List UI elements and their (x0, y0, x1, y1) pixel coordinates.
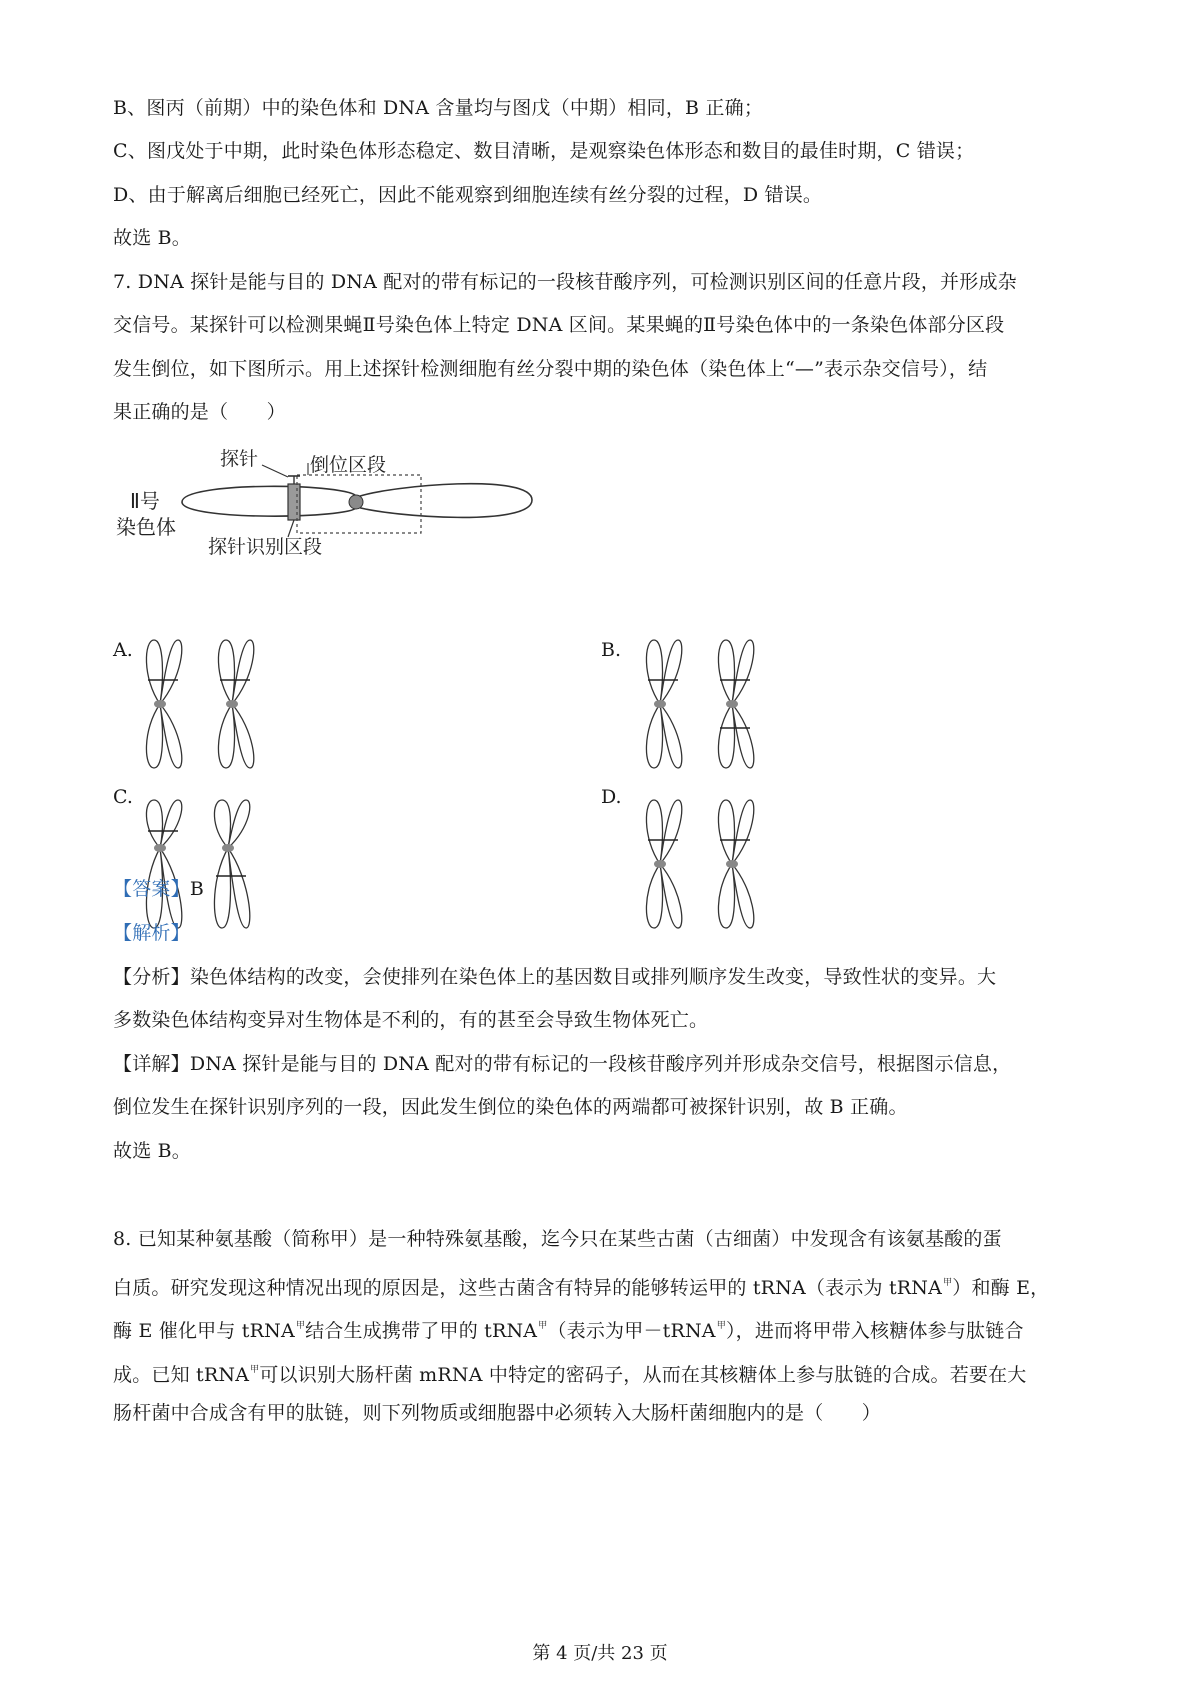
option-c-figure (142, 798, 274, 930)
superscript-jia: 甲 (943, 1278, 953, 1288)
option-b-label: B. (601, 639, 622, 661)
q8-text-line-2 (113, 1269, 1103, 1302)
superscript-jia: 甲 (250, 1365, 260, 1375)
q8-line-3-part-d: ），进而将甲带入核糖体参与肽链合 (725, 1320, 1024, 1342)
answer-value: B (189, 878, 204, 900)
q8-text-line-3 (113, 1312, 1103, 1345)
region-label: 探针识别区段 (208, 536, 323, 558)
page-number: 第 4 页/共 23 页 (532, 1643, 668, 1664)
xiangjie-tag: 【详解】 (113, 1053, 190, 1075)
q7-text-line-4: 果正确的是（ ） (113, 401, 286, 423)
q8-line-3-part-a: 酶 E 催化甲与 tRNA (113, 1320, 295, 1342)
superscript-jia: 甲 (295, 1321, 306, 1331)
option-c-explanation: C、图戊处于中期，此时染色体形态稳定、数目清晰，是观察染色体形态和数目的最佳时期，C 错误； (113, 140, 975, 162)
inversion-diagram (112, 445, 592, 565)
answer-line (113, 875, 1103, 903)
q7-text-line-3: 发生倒位，如下图所示。用上述探针检测细胞有丝分裂中期的染色体（染色体上“—”表示杂交信号），结 (113, 358, 988, 380)
q8-line-3-part-c: （表示为甲－tRNA (547, 1320, 716, 1342)
analysis-tag: 【解析】 (113, 922, 190, 944)
xiangjie-line-1 (113, 1050, 1103, 1078)
previous-conclusion: 故选 B。 (113, 227, 192, 249)
q8-text-line-4 (113, 1356, 1103, 1389)
q8-line-4-part-b: 可以识别大肠杆菌 mRNA 中特定的密码子，从而在其核糖体上参与肽链的合成。若要在大 (259, 1364, 1027, 1386)
xiangjie-line-2: 倒位发生在探针识别序列的一段，因此发生倒位的染色体的两端都可被探针识别，故 B 正确。 (113, 1096, 908, 1118)
option-a-label: A. (113, 639, 133, 661)
option-d-explanation: D、由于解离后细胞已经死亡，因此不能观察到细胞连续有丝分裂的过程，D 错误。 (113, 184, 823, 206)
fenxi-line-1 (113, 963, 1103, 991)
fenxi-line-2: 多数染色体结构变异对生物体是不利的，有的甚至会导致生物体死亡。 (113, 1009, 709, 1031)
superscript-jia: 甲 (716, 1321, 726, 1331)
option-b-figure (642, 638, 774, 770)
chromosome-label-line-2: 染色体 (116, 515, 176, 539)
option-a-figure (142, 638, 274, 770)
q8-line-4-part-a: 成。已知 tRNA (113, 1364, 250, 1386)
fenxi-tag: 【分析】 (113, 966, 190, 988)
centromere (349, 495, 363, 509)
q7-text-line-2: 交信号。某探针可以检测果蝇Ⅱ号染色体上特定 DNA 区间。某果蝇的Ⅱ号染色体中的一条染色体部分区段 (113, 314, 1005, 336)
q7-text-line-1: 7. DNA 探针是能与目的 DNA 配对的带有标记的一段核苷酸序列，可检测识别区间的任意片段，并形成杂 (113, 271, 1017, 293)
q8-line-3-part-b: 结合生成携带了甲的 tRNA (305, 1320, 538, 1342)
option-b-explanation: B、图丙（前期）中的染色体和 DNA 含量均与图戊（中期）相同，B 正确； (113, 97, 764, 119)
q8-text-line-1: 8. 已知某种氨基酸（简称甲）是一种特殊氨基酸，迄今只在某些古菌（古细菌）中发现含有该氨基酸的蛋 (113, 1228, 1002, 1250)
probe-region (288, 484, 300, 520)
q7-conclusion: 故选 B。 (113, 1140, 192, 1162)
option-d-figure (642, 798, 774, 930)
option-d-label: D. (601, 786, 622, 808)
inversion-label: 倒位区段 (310, 454, 387, 476)
probe-label: 探针 (220, 448, 259, 470)
option-c-label: C. (113, 786, 133, 808)
q8-text-line-5: 肠杆菌中合成含有甲的肽链，则下列物质或细胞器中必须转入大肠杆菌细胞内的是（ ） (113, 1402, 882, 1424)
q8-line-2-part-b: ）和酶 E， (952, 1277, 1050, 1299)
fenxi-text-1: 染色体结构的改变，会使排列在染色体上的基因数目或排列顺序发生改变，导致性状的变异。大 (189, 966, 997, 988)
q8-line-2-part-a: 白质。研究发现这种情况出现的原因是，这些古菌含有特异的能够转运甲的 tRNA（表示为 tRNA (113, 1277, 943, 1299)
xiangjie-text-1: DNA 探针是能与目的 DNA 配对的带有标记的一段核苷酸序列并形成杂交信号，根据图示信息， (189, 1053, 1012, 1075)
answer-tag: 【答案】 (113, 878, 190, 900)
chromosome-label-line-1: Ⅱ号 (130, 489, 160, 513)
superscript-jia: 甲 (538, 1321, 548, 1331)
